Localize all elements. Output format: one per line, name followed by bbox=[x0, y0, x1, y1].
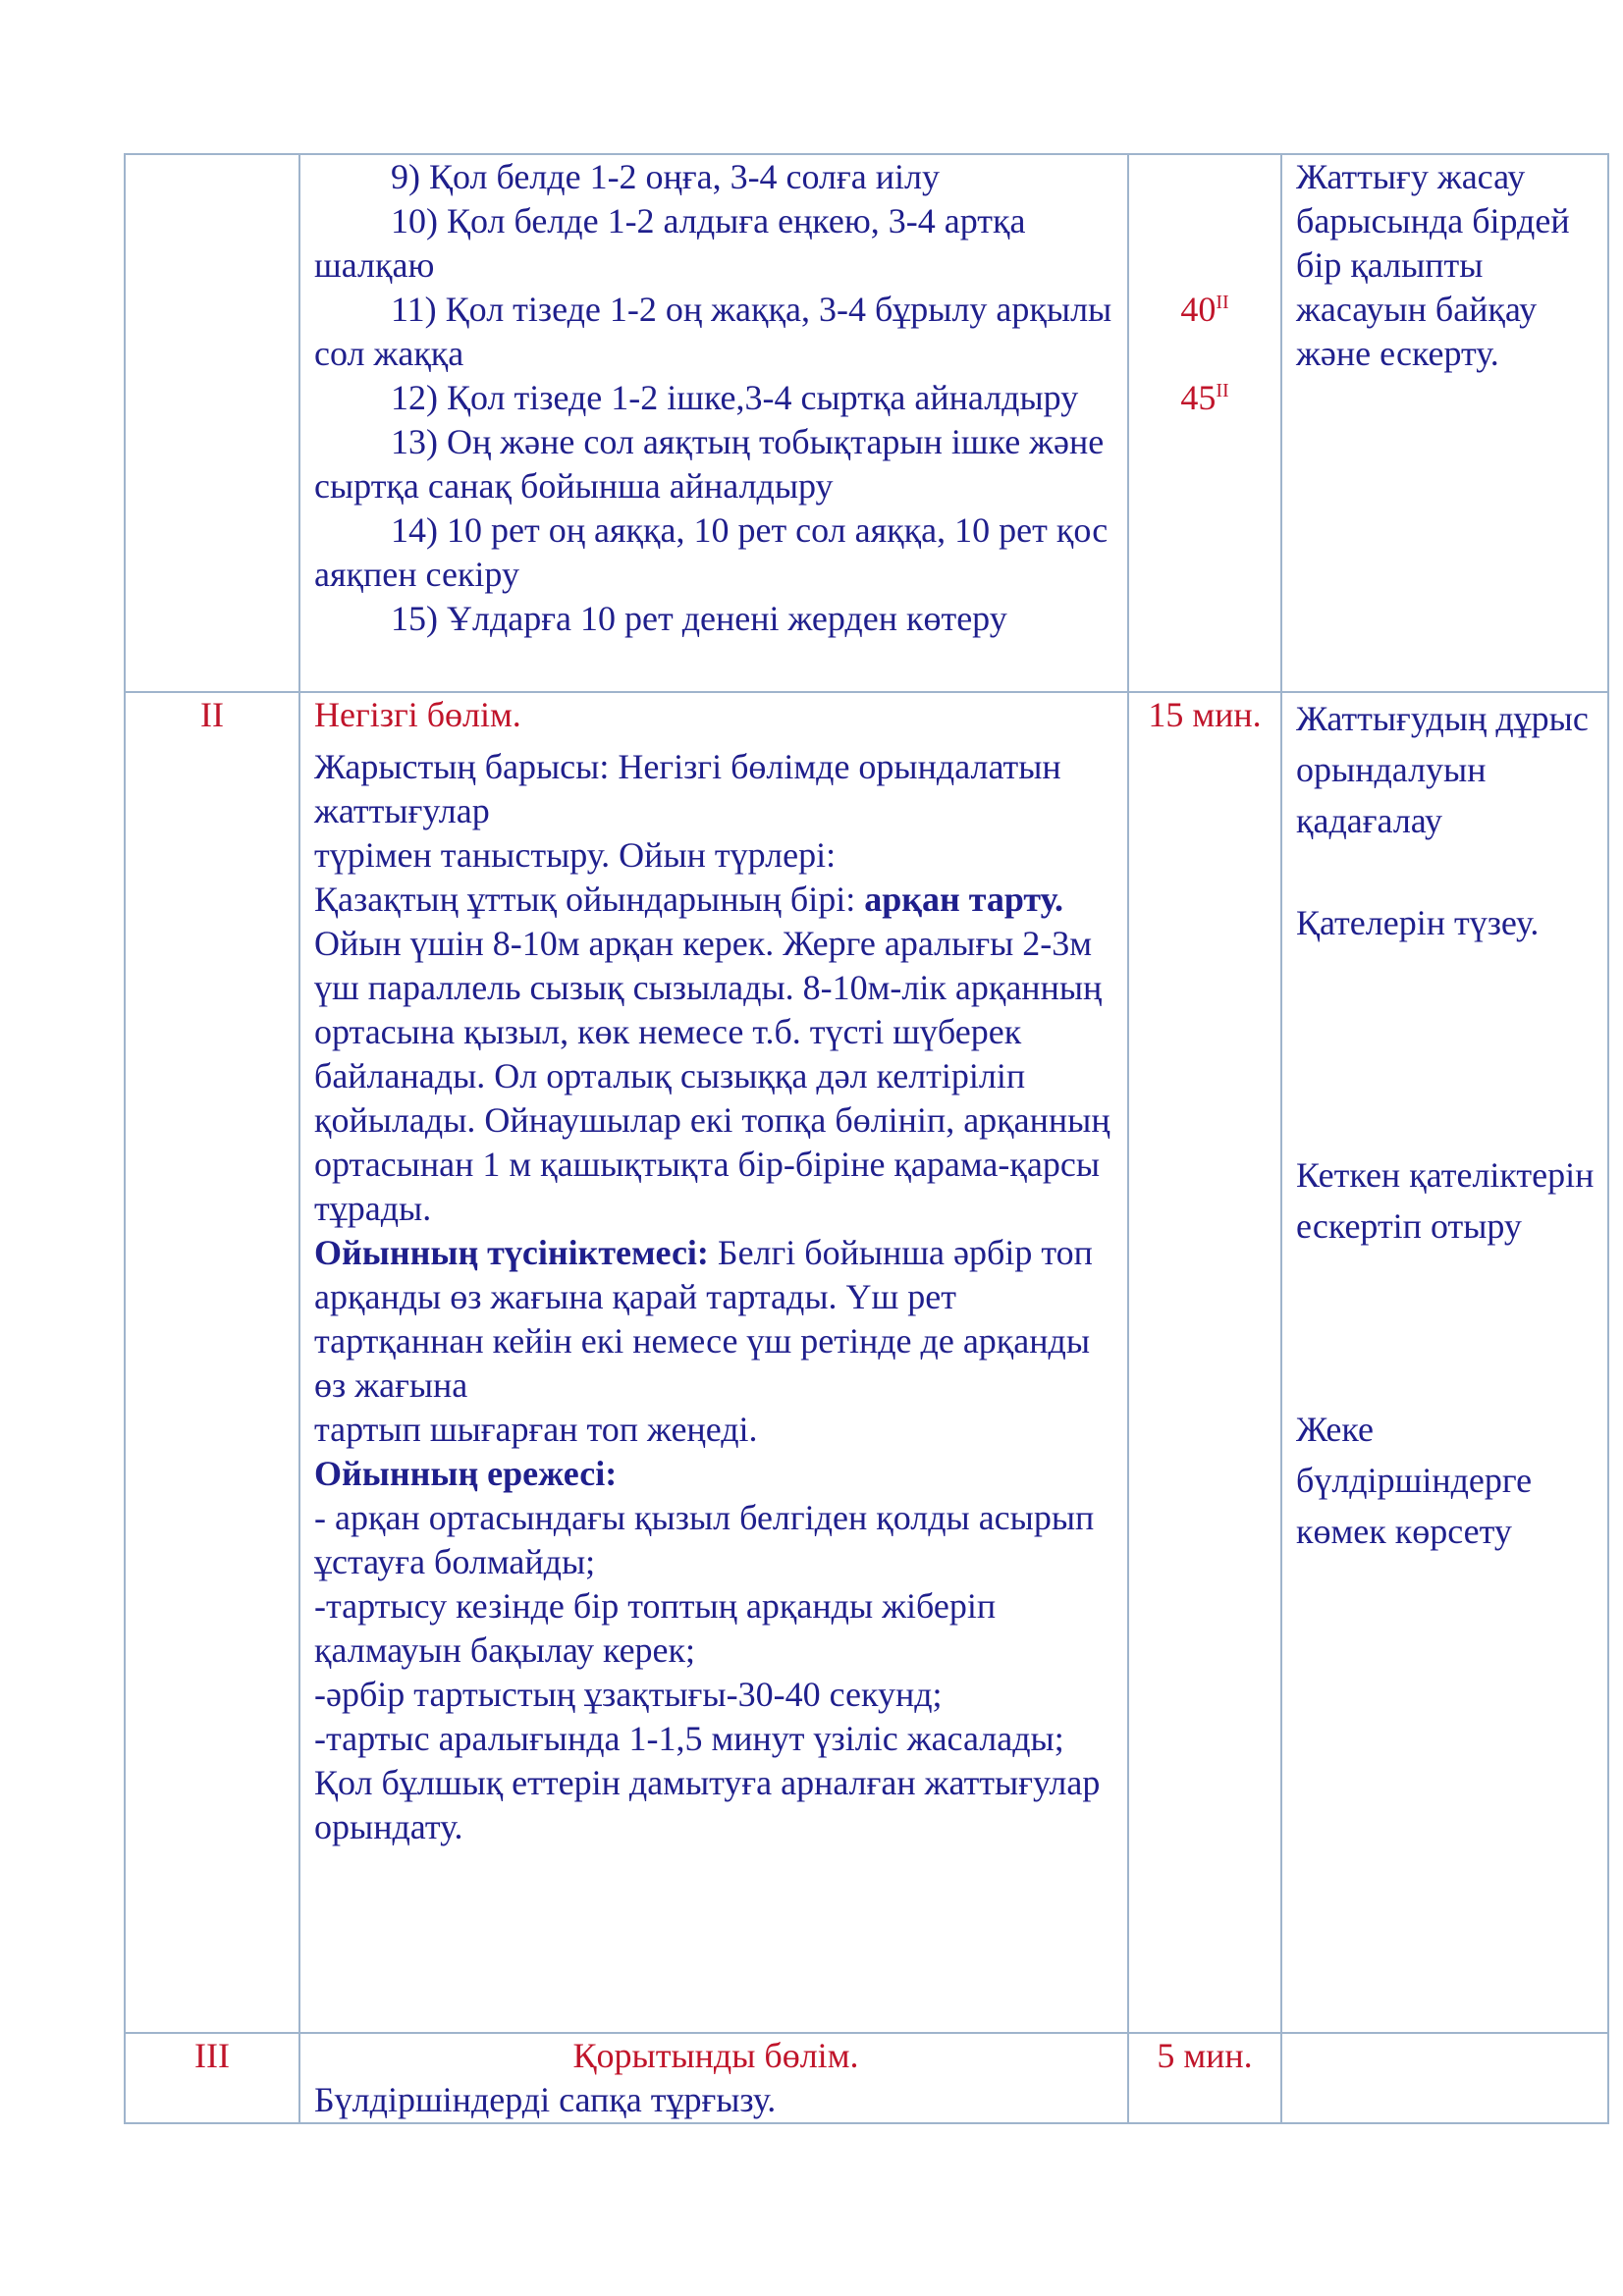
rule-item: -тартыс аралығында 1-1,5 минут үзіліс жасалады; bbox=[314, 1719, 1064, 1758]
exercise-item: 9) Қол белде 1-2 оңға, 3-4 солға иілу bbox=[391, 157, 941, 196]
time-value bbox=[1129, 376, 1280, 420]
exercise-item: 15) Ұлдарға 10 рет денені жерден көтеру bbox=[391, 599, 1007, 638]
row3-content-cell bbox=[299, 2033, 1128, 2123]
row1-note-cell bbox=[1281, 154, 1608, 692]
section-title: Қорытынды бөлім. bbox=[572, 2036, 859, 2075]
rule-item: -әрбір тартыстың ұзақтығы-30-40 секунд; bbox=[314, 1675, 943, 1714]
exercise-item: 10) Қол белде 1-2 алдыға еңкею, 3-4 артқа шалқаю bbox=[314, 201, 1026, 285]
row2-note-cell bbox=[1281, 692, 1608, 2033]
explanation-text: Белгі бойынша әрбір топ арқанды өз жағына қарай тартады. Үш рет тартқаннан кейін екі немесе үш ретінде де арқанды өз жағына bbox=[314, 1233, 1093, 1405]
rule-item: Қол бұлшық еттерін дамытуға арналған жаттығулар орындату. bbox=[314, 1763, 1101, 1846]
paragraph: Жарыстың барысы: Негізгі бөлімде орындалатын жаттығулар bbox=[314, 747, 1061, 830]
time-superscript: II bbox=[1216, 292, 1229, 313]
row1-time-cell bbox=[1128, 154, 1281, 692]
teacher-note: Кеткен қателіктерін ескертіп отыру bbox=[1296, 1155, 1595, 1246]
time-number: 40 bbox=[1180, 290, 1217, 329]
teacher-note: Жеке бүлдіршіндерге көмек көрсету bbox=[1296, 1410, 1533, 1551]
exercise-item: 12) Қол тізеде 1-2 ішке,3-4 сыртқа айналдыру bbox=[391, 378, 1079, 417]
teacher-note: Жаттығу жасау барысында бірдей бір қалыпты жасауын байқау және ескерту. bbox=[1296, 157, 1570, 373]
paragraph: түрімен таныстыру. Ойын түрлері: bbox=[314, 835, 837, 875]
game-name: арқан тарту. bbox=[864, 880, 1064, 919]
explanation-label: Ойынның түсініктемесі: bbox=[314, 1233, 709, 1272]
lesson-plan-table bbox=[124, 153, 1609, 2124]
exercise-item: 11) Қол тізеде 1-2 оң жаққа, 3-4 бұрылу арқылы сол жаққа bbox=[314, 290, 1112, 373]
row1-number-cell bbox=[125, 154, 299, 692]
paragraph bbox=[314, 1231, 1117, 1408]
table-row bbox=[125, 154, 1608, 692]
time-number: 45 bbox=[1180, 378, 1217, 417]
exercise-item: 14) 10 рет оң аяққа, 10 рет сол аяққа, 10 рет қос аяқпен секіру bbox=[314, 510, 1109, 594]
row2-number-cell: II bbox=[125, 692, 299, 2033]
rules-label: Ойынның ережесі: bbox=[314, 1454, 618, 1493]
time-value bbox=[1129, 288, 1280, 332]
teacher-note: Қателерін түзеу. bbox=[1296, 903, 1540, 942]
rule-item: - арқан ортасындағы қызыл белгіден қолды асырып ұстауға болмайды; bbox=[314, 1498, 1095, 1581]
paragraph: тартып шығарған топ жеңеді. bbox=[314, 1410, 758, 1449]
paragraph: Бүлдіршіндерді сапқа тұрғызу. bbox=[314, 2080, 777, 2119]
exercise-item: 13) Оң және сол аяқтың тобықтарын ішке және сыртқа санақ бойынша айналдыру bbox=[314, 422, 1105, 506]
teacher-note: Жаттығудың дұрыс орындалуын қадағалау bbox=[1296, 699, 1589, 840]
paragraph-text: Қазақтың ұттық ойындарының бірі: bbox=[314, 880, 865, 919]
section-title: Негізгі бөлім. bbox=[314, 695, 521, 734]
paragraph: үш параллель сызық сызылады. 8-10м-лік арқанның ортасына қызыл, көк немесе т.б. түсті шүберек байланады. Ол орталық сызыққа дәл келтіріліп bbox=[314, 968, 1103, 1095]
paragraph: қойылады. Ойнаушылар екі топқа бөлініп, арқанның ортасынан 1 м қашықтықта бір-біріне қарама-қарсы тұрады. bbox=[314, 1100, 1110, 1228]
rule-item: -тартысу кезінде бір топтың арқанды жіберіп қалмауын бақылау керек; bbox=[314, 1586, 997, 1670]
row1-content-cell bbox=[299, 154, 1128, 692]
table-row bbox=[125, 2033, 1608, 2123]
row3-note-cell bbox=[1281, 2033, 1608, 2123]
row2-time-cell: 15 мин. bbox=[1128, 692, 1281, 2033]
time-superscript: II bbox=[1216, 380, 1229, 401]
paragraph: Ойын үшін 8-10м арқан керек. Жерге аралығы 2-3м bbox=[314, 924, 1093, 963]
row2-content-cell bbox=[299, 692, 1128, 2033]
row3-time-cell: 5 мин. bbox=[1128, 2033, 1281, 2123]
table-row bbox=[125, 692, 1608, 2033]
row3-number-cell: III bbox=[125, 2033, 299, 2123]
paragraph bbox=[314, 878, 1117, 922]
